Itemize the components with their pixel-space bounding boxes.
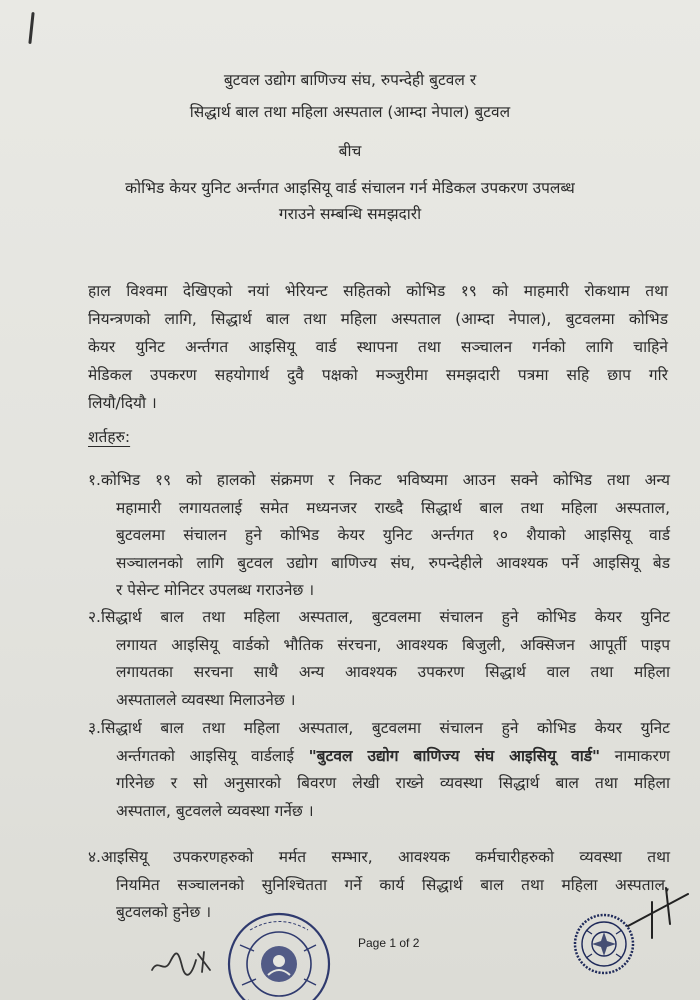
pen-mark [28, 12, 34, 44]
clause-line: लगायत आइसियू वार्डको भौतिक संरचना, आवश्यक बिजुली, अक्सिजन आपूर्ती पाइप [116, 635, 670, 654]
clause-line: अस्पतालले व्यवस्था मिलाउनेछ । [116, 690, 296, 709]
clause-line: र पेसेन्ट मोनिटर उपलब्ध गराउनेछ । [116, 581, 315, 599]
clause-line: सञ्चालनको लागि बुटवल उद्योग बाणिज्य संघ, रुपन्देहीले आवश्यक पर्ने आइसियू बेड [116, 553, 670, 572]
signature-left [148, 940, 218, 980]
intro-line: मेडिकल उपकरण सहयोगार्थ दुवै पक्षको मञ्जुरीमा समझदारी पत्रमा सहि छाप गरि [88, 366, 668, 384]
clause-line [88, 743, 670, 771]
page-number: Page 1 of 2 [358, 936, 420, 950]
intro-line: लियौ/दियौ । [88, 394, 157, 412]
clause-line: २.सिद्धार्थ बाल तथा महिला अस्पताल, बुटवलमा संचालन हुने कोभिड केयर युनिट [88, 608, 670, 626]
terms-heading: शर्तहरु: [88, 428, 131, 446]
heading-line-1: बुटवल उद्योग बाणिज्य संघ, रुपन्देही बुटवल र [223, 71, 477, 89]
clause-3 [88, 715, 670, 825]
clause-line: लगायतका सरचना साथै अन्य आवश्यक उपकरण सिद्धार्थ वाल तथा महिला [116, 663, 670, 681]
heading-line-2: सिद्धार्थ बाल तथा महिला अस्पताल (आम्दा नेपाल) बुटवल [189, 103, 511, 121]
clause-line: ३.सिद्धार्थ बाल तथा महिला अस्पताल, बुटवलमा संचालन हुने कोभिड केयर युनिट [88, 719, 670, 737]
clause-line: अस्पताल, बुटवलले व्यवस्था गर्नेछ । [116, 801, 314, 820]
clause-text: नामाकरण [600, 746, 670, 765]
hospital-seal [220, 905, 338, 1000]
heading-line-3: बीच [338, 142, 362, 160]
clause-1 [88, 467, 670, 605]
clause-line: नियमित सञ्चालनको सुनिश्चितता गर्ने कार्य सिद्धार्थ बाल तथा महिला अस्पताल, [116, 875, 670, 894]
clause-line: महामारी लगायतलाई समेत मध्यनजर राख्दै सिद्धार्थ बाल तथा महिला अस्पताल, [116, 498, 670, 517]
intro-paragraph [88, 277, 668, 417]
clause-line: १.कोभिड १९ को हालको संक्रमण र निकट भविष्यमा आउन सक्ने कोभिड तथा अन्य [88, 471, 670, 489]
clause-2 [88, 604, 670, 714]
ward-name-bold: "बुटवल उद्योग बाणिज्य संघ आइसियू वार्ड" [308, 746, 601, 765]
heading-line-4: कोभिड केयर युनिट अर्न्तगत आइसियू वार्ड संचालन गर्न मेडिकल उपकरण उपलब्ध [125, 179, 575, 197]
intro-line: हाल विश्वमा देखिएको नयां भेरियन्ट सहितको कोभिड १९ को माहमारी रोकथाम तथा [88, 282, 668, 300]
clause-line: बुटवलमा संचालन हुने कोभिड केयर युनिट अर्न्तगत १० शैयाको आइसियू वार्ड [116, 526, 670, 544]
clause-line: बुटवलको हुनेछ । [116, 903, 212, 921]
intro-line: नियन्त्रणको लागि, सिद्धार्थ बाल तथा महिला अस्पताल (आम्दा नेपाल), बुटवलमा कोभिड [88, 310, 668, 328]
clause-line: गरिनेछ र सो अनुसारको बिवरण लेखी राख्ने व्यवस्था सिद्धार्थ बाल तथा महिला [116, 774, 670, 792]
clause-text: अर्न्तगतको आइसियू वार्डलाई [116, 746, 309, 765]
intro-line: केयर युनिट अर्न्तगत आइसियू वार्ड स्थापना तथा सञ्चालन गर्नको लागि चाहिने [88, 338, 668, 356]
heading-line-5: गराउने सम्बन्धि समझदारी [278, 205, 422, 223]
clause-line: ४.आइसियू उपकरणहरुको मर्मत सम्भार, आवश्यक कर्मचारीहरुको व्यवस्था तथा [88, 848, 670, 866]
signature-right [622, 880, 694, 940]
